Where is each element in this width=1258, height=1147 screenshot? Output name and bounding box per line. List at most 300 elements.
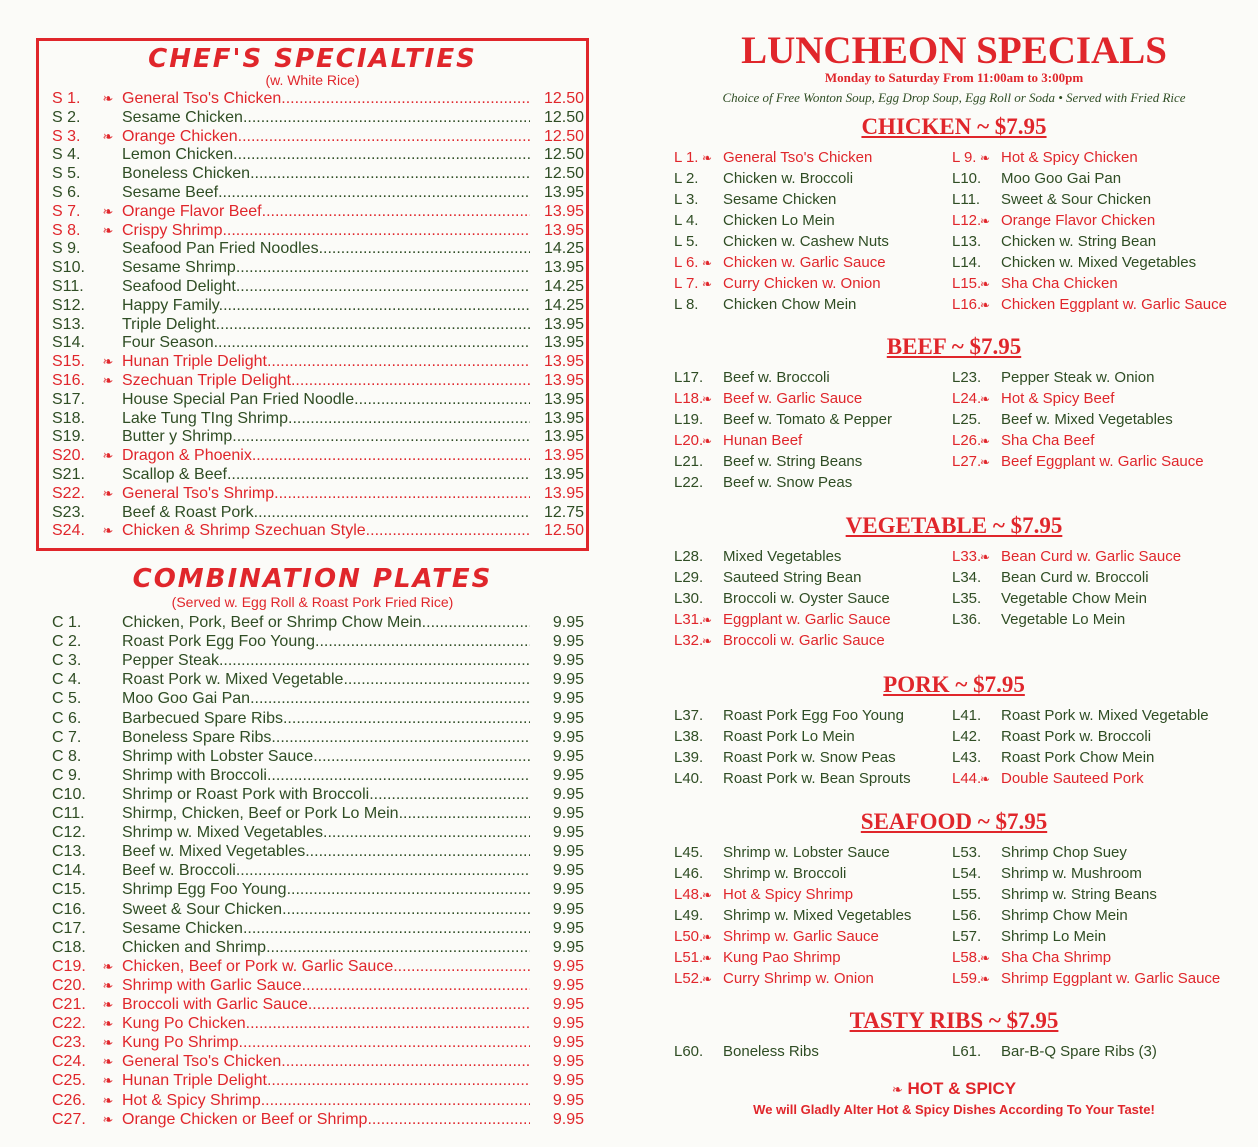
menu-item-row <box>52 632 584 651</box>
item-name: Roast Pork Chow Mein <box>1001 749 1155 766</box>
item-code: L45. <box>674 844 704 861</box>
menu-item-row <box>52 221 584 240</box>
item-code: L28. <box>674 548 704 565</box>
item-name: Shrimp Lo Mein <box>1001 928 1107 945</box>
item-price: 9.95 <box>552 996 584 1013</box>
item-name: Hot & Spicy Chicken <box>1001 149 1138 166</box>
item-name: Hot & Spicy Shrimp ..... <box>122 1091 530 1110</box>
item-price: 9.95 <box>552 1110 584 1128</box>
item-code: L57. <box>952 928 982 945</box>
item-name: Sha Cha Beef <box>1001 432 1095 449</box>
menu-item-row <box>52 1014 584 1033</box>
item-name: Boneless Chicken ..... <box>122 164 530 183</box>
item-price: 9.95 <box>552 614 584 631</box>
item-price: 13.95 <box>543 484 584 502</box>
item-name: Bar-B-Q Spare Ribs (3) <box>1001 1043 1157 1060</box>
item-price: 9.95 <box>552 862 584 880</box>
item-price: 9.95 <box>552 785 584 803</box>
item-name: Hunan Beef <box>723 432 803 449</box>
item-name: Boneless Spare Ribs ..... <box>122 728 530 747</box>
chef-specialties-subtitle: (w. White Rice) <box>265 72 360 88</box>
item-name: Kung Pao Shrimp <box>723 949 841 966</box>
item-code: L49. <box>674 907 704 924</box>
menu-item-row <box>52 747 584 766</box>
item-code: S 5. <box>52 165 81 183</box>
item-code: C26. <box>52 1091 86 1109</box>
pepper-icon: ❧ <box>102 1092 114 1108</box>
item-name: Broccoli with Garlic Sauce ..... <box>122 995 530 1014</box>
item-name: Mixed Vegetables <box>723 548 842 565</box>
item-code: C16. <box>52 900 86 918</box>
luncheon-category-title: SEAFOOD ~ $7.95 <box>860 809 1048 834</box>
item-code: L20. <box>674 432 704 449</box>
item-name: Chicken Chow Mein <box>723 296 857 313</box>
item-name: Sesame Beef ..... <box>122 183 530 202</box>
item-name: Curry Shrimp w. Onion <box>723 970 874 987</box>
hot-spicy-legend <box>680 1079 1228 1099</box>
item-price: 13.95 <box>543 315 584 333</box>
pepper-icon: ❧ <box>102 1035 114 1051</box>
item-code: C 5. <box>52 690 82 708</box>
luncheon-category-title: BEEF ~ $7.95 <box>886 334 1022 359</box>
item-name: Sesame Shrimp ..... <box>122 258 530 277</box>
item-price: 13.95 <box>543 221 584 239</box>
item-name: Hot & Spicy Beef <box>1001 390 1115 407</box>
item-price: 9.95 <box>552 824 584 842</box>
item-name: Barbecued Spare Ribs ..... <box>122 709 530 728</box>
item-name: Shrimp w. String Beans <box>1001 886 1157 903</box>
item-price: 12.50 <box>543 90 584 107</box>
item-code: S 2. <box>52 108 81 126</box>
item-price: 9.95 <box>552 633 584 651</box>
item-name: Chicken w. String Bean <box>1001 233 1157 250</box>
menu-item-row <box>52 183 584 202</box>
item-code: S15. <box>52 353 85 371</box>
item-price: 14.25 <box>543 240 584 258</box>
menu-item-row <box>52 670 584 689</box>
item-price: 13.95 <box>543 202 584 220</box>
item-code: S 9. <box>52 240 81 258</box>
menu-item-row <box>52 446 584 465</box>
item-name: Broccoli w. Garlic Sauce <box>723 632 885 649</box>
pepper-icon: ❧ <box>102 354 114 370</box>
item-name: Chicken, Pork, Beef or Shrimp Chow Mein ..... <box>122 613 530 632</box>
combination-plates-title: COMBINATION PLATES <box>132 564 493 594</box>
menu-item-row <box>52 613 584 632</box>
menu-item-row <box>52 277 584 296</box>
item-price: 9.95 <box>552 805 584 822</box>
item-code: S20. <box>52 447 85 465</box>
item-price: 13.95 <box>543 466 584 483</box>
item-name: Shrimp with Lobster Sauce ..... <box>122 747 530 766</box>
item-name: General Tso's Chicken ..... <box>122 89 530 108</box>
item-name: Roast Pork Egg Foo Young <box>723 707 904 724</box>
item-code: C17. <box>52 919 86 937</box>
item-name: Happy Family ..... <box>122 296 530 315</box>
item-code: L 4. <box>674 212 699 229</box>
item-price: 9.95 <box>552 1091 584 1109</box>
item-name: Shrimp w. Mixed Vegetables <box>723 907 912 924</box>
item-name: Orange Flavor Beef ..... <box>122 202 530 221</box>
item-code: L46. <box>674 865 704 882</box>
menu-item-row <box>52 427 584 446</box>
item-code: C14. <box>52 862 86 880</box>
pepper-icon: ❧ <box>980 434 991 448</box>
item-code: L55. <box>952 886 982 903</box>
item-name: Roast Pork Lo Mein <box>723 728 855 745</box>
item-name: Sha Cha Shrimp <box>1001 949 1112 966</box>
menu-item-row <box>52 728 584 747</box>
item-code: L 8. <box>674 296 699 313</box>
item-name: Shirmp, Chicken, Beef or Pork Lo Mein ..... <box>122 804 530 823</box>
item-name: Seafood Pan Fried Noodles ..... <box>122 239 530 258</box>
pepper-icon: ❧ <box>980 550 991 564</box>
pepper-icon: ❧ <box>102 91 114 106</box>
item-name: Beef w. Broccoli <box>723 369 830 386</box>
item-name: Scallop & Beef ..... <box>122 465 530 484</box>
item-name: Shrimp with Garlic Sauce ..... <box>122 976 530 995</box>
menu-item-row <box>52 1091 584 1110</box>
pepper-icon: ❧ <box>102 523 114 539</box>
item-code: L44. <box>952 770 982 787</box>
item-name: Triple Delight ..... <box>122 315 530 334</box>
menu-item-row <box>52 938 584 957</box>
item-name: General Tso's Shrimp ..... <box>122 484 530 503</box>
pepper-icon: ❧ <box>702 434 713 448</box>
item-price: 13.95 <box>543 409 584 427</box>
item-name: Double Sauteed Pork <box>1001 770 1144 787</box>
item-name: Hunan Triple Delight ..... <box>122 352 530 371</box>
item-name: General Tso's Chicken <box>723 149 873 166</box>
menu-item-row <box>52 842 584 861</box>
item-price: 9.95 <box>552 919 584 937</box>
item-price: 13.95 <box>543 184 584 201</box>
pepper-icon: ❧ <box>702 888 713 902</box>
item-name: Eggplant w. Garlic Sauce <box>723 611 891 628</box>
pepper-icon: ❧ <box>102 448 114 464</box>
item-code: S21. <box>52 466 85 483</box>
item-code: S22. <box>52 484 85 502</box>
item-name: Kung Po Chicken ..... <box>122 1014 530 1033</box>
item-name: Beef w. Garlic Sauce <box>723 390 863 407</box>
item-name: Beef w. Mixed Vegetables <box>1001 411 1173 428</box>
item-code: L51. <box>674 949 704 966</box>
item-code: S12. <box>52 296 85 314</box>
item-code: L35. <box>952 590 982 607</box>
item-name: Shrimp Chop Suey <box>1001 844 1127 861</box>
item-name: Hot & Spicy Shrimp <box>723 886 854 903</box>
pepper-icon: ❧ <box>702 151 713 165</box>
menu-item-row <box>52 919 584 938</box>
menu-item-row <box>52 1052 584 1071</box>
item-code: C15. <box>52 881 86 899</box>
item-code: L19. <box>674 411 704 428</box>
item-code: S 8. <box>52 221 81 239</box>
menu-item-row <box>52 333 584 352</box>
pepper-icon: ❧ <box>102 958 114 974</box>
item-code: L60. <box>674 1043 704 1060</box>
item-code: L27. <box>952 453 982 470</box>
item-code: C 1. <box>52 614 82 631</box>
item-name: Shrimp w. Mixed Vegetables ..... <box>122 823 530 842</box>
item-code: L42. <box>952 728 982 745</box>
item-price: 13.95 <box>543 447 584 465</box>
menu-item-row <box>52 258 584 277</box>
item-name: Hunan Triple Delight ..... <box>122 1071 530 1090</box>
menu-item-row <box>52 465 584 484</box>
menu-item-row <box>52 521 584 540</box>
item-code: C19. <box>52 957 86 975</box>
item-name: Chicken w. Broccoli <box>723 170 854 187</box>
item-code: L59. <box>952 970 982 987</box>
item-code: L33. <box>952 548 982 565</box>
luncheon-category-title: TASTY RIBS ~ $7.95 <box>849 1008 1059 1033</box>
item-code: L40. <box>674 770 704 787</box>
item-price: 9.95 <box>552 1015 584 1033</box>
luncheon-hours: Monday to Saturday From 11:00am to 3:00pm <box>824 70 1084 85</box>
item-price: 13.95 <box>543 334 584 352</box>
item-code: L15. <box>952 275 982 292</box>
pepper-icon: ❧ <box>102 977 114 993</box>
item-code: S 7. <box>52 202 81 220</box>
item-price: 12.50 <box>543 522 584 540</box>
menu-item-row <box>52 89 584 108</box>
item-code: L37. <box>674 707 704 724</box>
item-code: L34. <box>952 569 982 586</box>
pepper-icon: ❧ <box>102 997 114 1012</box>
menu-item-row <box>52 352 584 371</box>
item-name: Curry Chicken w. Onion <box>723 275 881 292</box>
item-code: L 1. <box>674 149 699 166</box>
item-code: L52. <box>674 970 704 987</box>
item-code: C25. <box>52 1072 86 1090</box>
item-code: C12. <box>52 824 86 842</box>
item-price: 12.50 <box>543 146 584 164</box>
pepper-icon: ❧ <box>102 203 114 219</box>
item-price: 9.95 <box>552 976 584 994</box>
item-code: L30. <box>674 590 704 607</box>
item-code: L39. <box>674 749 704 766</box>
item-code: S24. <box>52 522 85 540</box>
item-price: 9.95 <box>552 728 584 746</box>
menu-item-row <box>52 145 584 164</box>
pepper-icon: ❧ <box>102 1016 114 1032</box>
item-code: L18. <box>674 390 704 407</box>
item-code: C 3. <box>52 652 82 670</box>
item-code: L22. <box>674 474 704 491</box>
item-code: L58. <box>952 949 982 966</box>
pepper-icon: ❧ <box>980 214 991 228</box>
pepper-icon: ❧ <box>980 151 991 165</box>
item-code: L 6. <box>674 254 699 271</box>
hot-spicy-note: We will Gladly Alter Hot & Spicy Dishes According To Your Taste! <box>753 1102 1155 1117</box>
item-name: Chicken Eggplant w. Garlic Sauce <box>1001 296 1227 313</box>
luncheon-category-title: CHICKEN ~ $7.95 <box>861 114 1047 139</box>
item-name: Chicken Lo Mein <box>723 212 835 229</box>
item-code: S 3. <box>52 127 81 145</box>
item-name: Chicken w. Cashew Nuts <box>723 233 889 250</box>
item-price: 9.95 <box>552 1072 584 1090</box>
item-code: S23. <box>52 503 85 521</box>
item-code: C27. <box>52 1110 86 1128</box>
item-code: C 7. <box>52 728 82 746</box>
item-price: 12.50 <box>543 127 584 145</box>
item-name: Orange Flavor Chicken <box>1001 212 1156 229</box>
item-name: Roast Pork w. Snow Peas <box>723 749 896 766</box>
item-name: Seafood Delight ..... <box>122 277 530 296</box>
item-code: L 5. <box>674 233 699 250</box>
item-name: Chicken w. Garlic Sauce <box>723 254 886 271</box>
item-price: 9.95 <box>552 1053 584 1071</box>
item-name: Dragon & Phoenix ..... <box>122 446 530 465</box>
item-code: S 4. <box>52 146 81 164</box>
item-code: L36. <box>952 611 982 628</box>
pepper-icon: ❧ <box>102 485 114 501</box>
item-price: 9.95 <box>552 938 584 956</box>
item-price: 9.95 <box>552 747 584 765</box>
item-name: Shrimp w. Broccoli <box>723 865 847 882</box>
pepper-icon: ❧ <box>702 634 713 648</box>
pepper-icon: ❧ <box>702 277 713 291</box>
pepper-icon: ❧ <box>102 1054 114 1070</box>
menu-item-row <box>52 1071 584 1090</box>
item-price: 9.95 <box>552 957 584 975</box>
menu-item-row <box>52 709 584 728</box>
item-price: 9.95 <box>552 843 584 861</box>
item-code: L29. <box>674 569 704 586</box>
item-code: L12. <box>952 212 982 229</box>
item-name: Sesame Chicken <box>723 191 837 208</box>
item-name: Sesame Chicken ..... <box>122 919 530 938</box>
item-name: Sesame Chicken ..... <box>122 108 530 127</box>
item-code: S19. <box>52 428 85 446</box>
item-name: Beef w. Mixed Vegetables ..... <box>122 842 530 861</box>
menu-item-row <box>52 296 584 315</box>
item-price: 14.25 <box>543 296 584 314</box>
item-name: Roast Pork w. Bean Sprouts <box>723 770 911 787</box>
item-price: 13.95 <box>543 390 584 408</box>
pepper-icon: ❧ <box>102 1111 114 1127</box>
item-name: Sweet & Sour Chicken <box>1001 191 1152 208</box>
item-price: 9.95 <box>552 881 584 899</box>
item-code: L56. <box>952 907 982 924</box>
item-name: Beef & Roast Pork ..... <box>122 503 530 522</box>
item-name: Beef w. Snow Peas <box>723 474 853 491</box>
pepper-icon: ❧ <box>702 613 713 627</box>
item-code: L50. <box>674 928 704 945</box>
item-code: L 7. <box>674 275 699 292</box>
menu-item-row <box>52 315 584 334</box>
menu-item-row <box>52 484 584 503</box>
item-code: C18. <box>52 938 86 956</box>
item-code: C11. <box>52 805 85 822</box>
item-code: S 6. <box>52 184 81 201</box>
pepper-icon: ❧ <box>980 455 991 469</box>
item-code: C23. <box>52 1034 86 1052</box>
item-name: Chicken w. Mixed Vegetables <box>1001 254 1197 271</box>
item-name: Szechuan Triple Delight ..... <box>122 371 530 390</box>
item-name: Sauteed String Bean <box>723 569 862 586</box>
item-code: L32. <box>674 632 704 649</box>
item-code: S16. <box>52 372 85 389</box>
item-name: Chicken and Shrimp ..... <box>122 938 530 957</box>
item-code: L 2. <box>674 170 699 187</box>
pepper-icon: ❧ <box>980 972 991 986</box>
item-code: L10. <box>952 170 982 187</box>
item-name: Pepper Steak w. Onion <box>1001 369 1155 386</box>
item-code: L23. <box>952 369 982 386</box>
item-price: 13.95 <box>543 259 584 277</box>
item-code: L17. <box>674 369 704 386</box>
item-code: C 2. <box>52 633 82 651</box>
item-code: L14. <box>952 254 982 271</box>
item-name: Orange Chicken or Beef or Shrimp ..... <box>122 1110 530 1129</box>
item-name: Chicken & Shrimp Szechuan Style ..... <box>122 521 530 540</box>
menu-item-row <box>52 804 584 823</box>
luncheon-note: Choice of Free Wonton Soup, Egg Drop Soup, Egg Roll or Soda • Served with Fried Rice <box>722 90 1186 105</box>
item-code: C 4. <box>52 671 82 689</box>
pepper-icon: ❧ <box>702 972 713 986</box>
item-code: S17. <box>52 390 85 408</box>
menu-item-row <box>52 164 584 183</box>
item-code: S11. <box>52 278 84 295</box>
item-name: Shrimp Eggplant w. Garlic Sauce <box>1001 970 1221 987</box>
luncheon-title: LUNCHEON SPECIALS <box>741 29 1167 72</box>
item-code: L16. <box>952 296 982 313</box>
pepper-icon: ❧ <box>702 951 713 965</box>
item-name: Bean Curd w. Garlic Sauce <box>1001 548 1182 565</box>
item-code: C20. <box>52 976 86 994</box>
item-price: 9.95 <box>552 671 584 689</box>
menu-item-row <box>52 823 584 842</box>
item-name: House Special Pan Fried Noodle ..... <box>122 390 530 409</box>
menu-item-row <box>52 861 584 880</box>
item-name: Shrimp Chow Mein <box>1001 907 1128 924</box>
menu-item-row <box>52 689 584 708</box>
item-code: L31. <box>674 611 704 628</box>
item-price: 13.95 <box>543 372 584 389</box>
item-code: C 9. <box>52 766 82 784</box>
pepper-icon: ❧ <box>102 1073 114 1089</box>
item-name: General Tso's Chicken ..... <box>122 1052 530 1071</box>
item-name: Shrimp w. Lobster Sauce <box>723 844 890 861</box>
menu-item-row <box>52 239 584 258</box>
item-name: Beef w. String Beans <box>723 453 863 470</box>
item-price: 12.75 <box>543 503 584 521</box>
item-price: 9.95 <box>552 709 584 727</box>
menu-item-row <box>52 957 584 976</box>
item-name: Four Season ..... <box>122 333 530 352</box>
item-name: Sha Cha Chicken <box>1001 275 1118 292</box>
item-name: Shrimp w. Mushroom <box>1001 865 1142 882</box>
chef-specialties-title: CHEF'S SPECIALTIES <box>148 44 477 74</box>
item-code: C10. <box>52 785 86 803</box>
item-price: 12.50 <box>543 165 584 183</box>
pepper-icon: ❧ <box>980 277 991 291</box>
item-name: Vegetable Lo Mein <box>1001 611 1126 628</box>
item-code: S14. <box>52 334 85 352</box>
item-code: S 1. <box>52 90 81 107</box>
item-price: 14.25 <box>543 278 584 295</box>
item-price: 9.95 <box>552 900 584 918</box>
pepper-icon: ❧ <box>980 951 991 965</box>
item-name: Butter y Shrimp ..... <box>122 427 530 446</box>
item-name: Roast Pork Egg Foo Young ..... <box>122 632 530 651</box>
pepper-icon: ❧ <box>702 392 713 406</box>
item-code: S13. <box>52 315 85 333</box>
item-code: L54. <box>952 865 982 882</box>
menu-item-row <box>52 1110 584 1129</box>
